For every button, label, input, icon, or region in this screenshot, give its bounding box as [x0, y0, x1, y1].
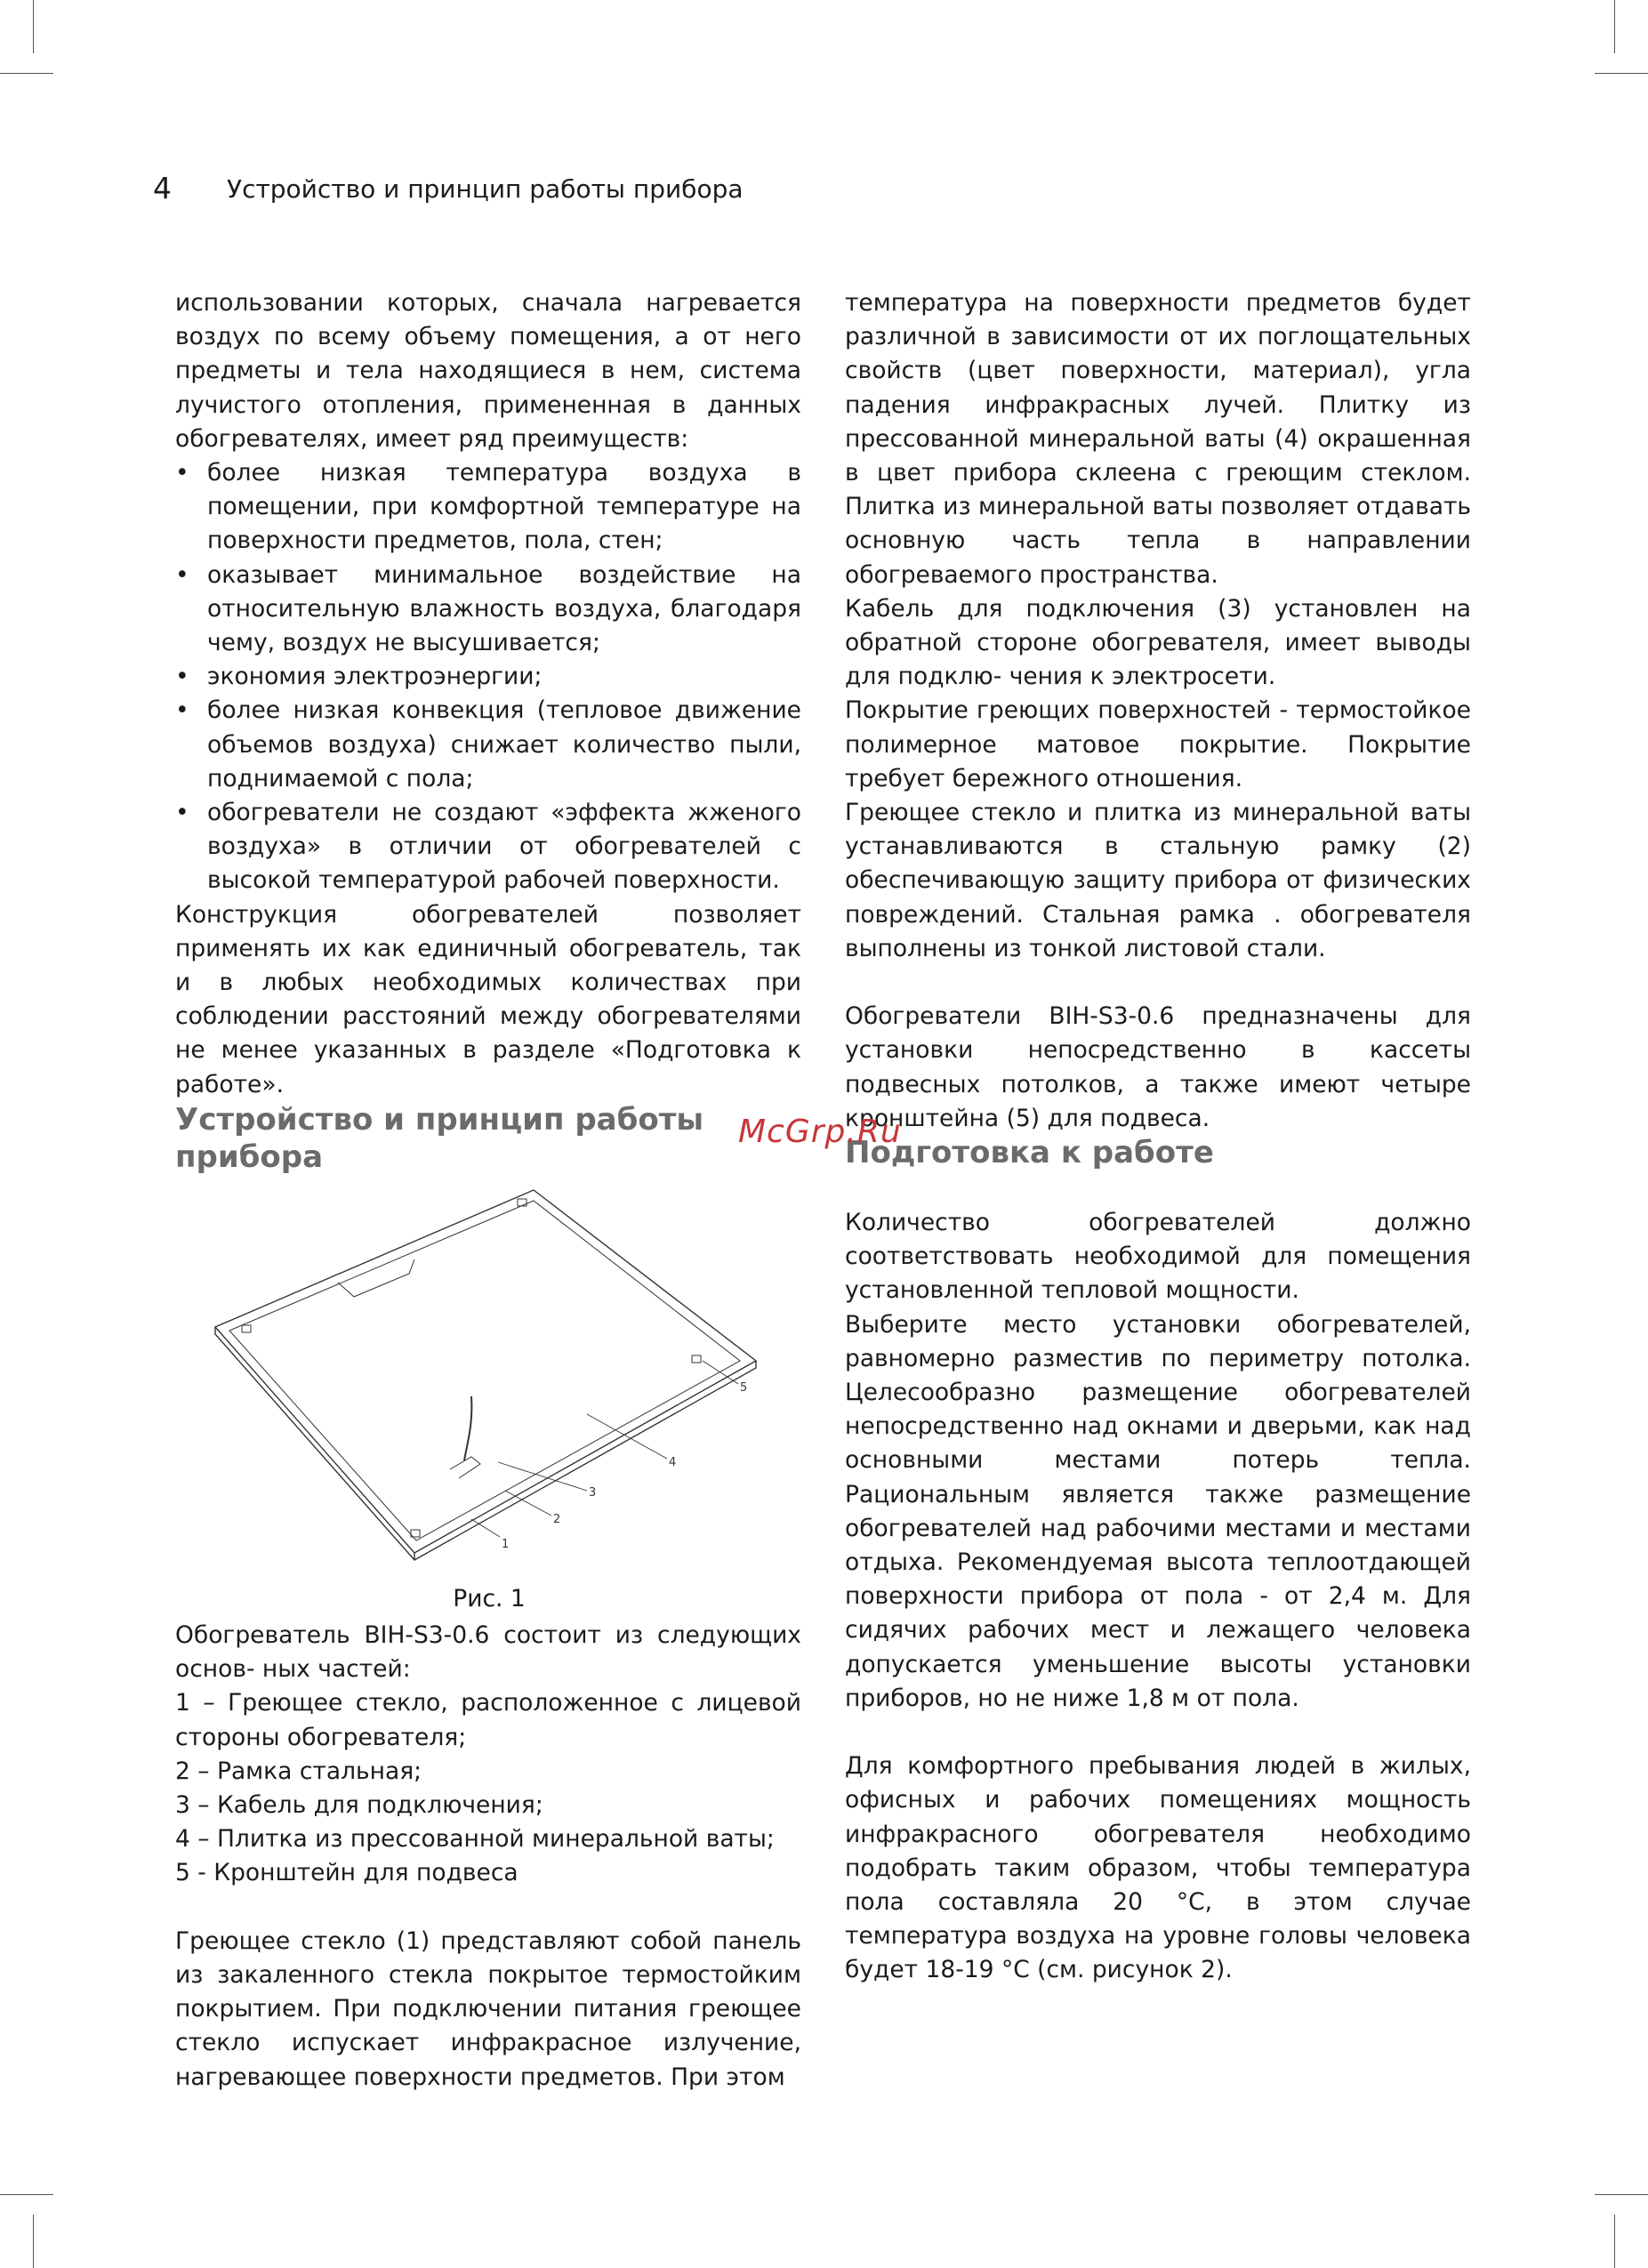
list-item: 2 – Рамка стальная; — [175, 1757, 422, 1785]
crop-mark — [1595, 2194, 1648, 2195]
heater-figure — [205, 1174, 774, 1583]
paragraph: Обогреватели BIH-S3-0.6 предназначены для установки непосредственно в кассеты подвесных потолков, а также имеют четыре кронштейна (5) для подвеса. — [845, 1002, 1471, 1132]
paragraph: температура на поверхности предметов будет различной в зависимости от их поглощательных свойств (цвет поверхности, материал), угла падения инфракрасных лучей. Плитку из прессованной минеральной ваты (4) окрашенная в цвет прибора склеена с греющим стеклом. Плитка из минеральной ваты позволяет отдавать основную часть тепла в направлении обогреваемого пространства. — [845, 289, 1471, 589]
parts-intro: Обогреватель BIH-S3-0.6 состоит из следующих основ- ных частей: — [175, 1621, 801, 1684]
preparation-section — [845, 1206, 1471, 1988]
construction-paragraph: Конструкция обогревателей позволяет применять их как единичный обогреватель, так и в любых необходимых количествах при соблюдении расстояний между обогревателями не менее указанных в разделе «Подготовка к работе». — [175, 900, 801, 1098]
right-column — [845, 286, 1471, 1136]
page-number: 4 — [153, 171, 172, 205]
figure-label-1: 1 — [502, 1538, 510, 1551]
list-item: 4 – Плитка из прессованной минеральной ваты; — [175, 1825, 775, 1854]
panel-outline — [215, 1190, 756, 1553]
list-item: 5 - Кронштейн для подвеса — [175, 1859, 519, 1887]
list-item: • более низкая конвекция (тепловое движение объемов воздуха) снижает количество пыли, поднимаемой с пола; — [175, 694, 801, 796]
parts-section — [175, 1619, 801, 2095]
paragraph: Греющее стекло и плитка из минеральной ваты устанавливаются в стальную рамку (2) обеспечивающую защиту прибора от физических повреждений. Стальная рамка . обогревателя выполнены из тонкой листовой стали. — [845, 799, 1471, 962]
paragraph: Кабель для подключения (3) установлен на обратной стороне обогревателя, имеет выводы для подклю- чения к электросети. — [845, 594, 1471, 691]
panel-inner-border — [229, 1201, 740, 1540]
section-heading-device: Устройство и принцип работы прибора — [175, 1102, 704, 1175]
running-header-title: Устройство и принцип работы прибора — [227, 174, 744, 204]
parts-list — [175, 1686, 801, 1890]
watermark: McGrp.Ru — [738, 1114, 902, 1150]
crop-mark — [33, 0, 34, 53]
crop-mark — [33, 2215, 34, 2268]
paragraph: Покрытие греющих поверхностей - термостойкое полимерное матовое покрытие. Покрытие требует бережного отношения. — [845, 696, 1471, 792]
list-item: • оказывает минимальное воздействие на относительную влажность воздуха, благодаря чему, воздух не высушивается; — [175, 559, 801, 661]
figure-caption: Рис. 1 — [453, 1585, 526, 1613]
crop-mark — [1614, 2215, 1615, 2268]
list-item: • экономия электроэнергии; — [175, 660, 801, 694]
paragraph: Выберите место установки обогревателей, равномерно разместив по периметру потолка. Целесообразно размещение обогревателей непосредственно над окнами и дверьми, как над основными местами потерь тепла. Рациональным является также размещение обогревателей над рабочими местами и местами отдыха. Рекомендуемая высота теплоотдающей поверхности прибора от пола - от 2,4 м. Для сидячих рабочих мест и лежащего человека допускается уменьшение высоты установки приборов, но не ниже 1,8 м от пола. — [845, 1310, 1471, 1712]
paragraph: Количество обогревателей должно соответствовать необходимой для помещения установленной тепловой мощности. — [845, 1209, 1471, 1305]
intro-paragraph: использовании которых, сначала нагревается воздух по всему объему помещения, а от него предметы и тела находящиеся в нем, система лучистого отопления, примененная в данных обогревателях, имеет ряд преимуществ: — [175, 289, 801, 453]
figure-label-2: 2 — [553, 1513, 561, 1526]
figure-label-4: 4 — [669, 1456, 677, 1469]
figure-label-5: 5 — [740, 1381, 748, 1395]
list-item: • обогреватели не создают «эффекта жженого воздуха» в отличии от обогревателей с высокой температурой рабочей поверхности. — [175, 796, 801, 898]
paragraph: Для комфортного пребывания людей в жилых, офисных и рабочих помещениях мощность инфракрасного обогревателя необходимо подобрать таким образом, чтобы температура пола составляла 20 °С, в этом случае температура воздуха на уровне головы человека будет 18-19 °С (см. рисунок 2). — [845, 1752, 1471, 1984]
list-item: 3 – Кабель для подключения; — [175, 1791, 543, 1820]
section-heading-preparation: Подготовка к работе — [845, 1135, 1214, 1170]
list-item: 1 – Греющее стекло, расположенное с лицевой стороны обогревателя; — [175, 1689, 801, 1751]
glass-paragraph: Греющее стекло (1) представляют собой панель из закаленного стекла покрытое термостойким покрытием. При подключении питания греющее стекло испускает инфракрасное излучение, нагревающее поверхности предметов. При этом — [175, 1926, 801, 2091]
crop-mark — [0, 73, 53, 74]
list-item: • более низкая температура воздуха в помещении, при комфортной температуре на поверхности предметов, пола, стен; — [175, 456, 801, 559]
left-column — [175, 286, 801, 1102]
crop-mark — [1614, 0, 1615, 53]
figure-label-3: 3 — [589, 1486, 597, 1500]
advantages-list — [175, 456, 801, 898]
crop-mark — [1595, 73, 1648, 74]
cable — [464, 1396, 471, 1460]
crop-mark — [0, 2194, 53, 2195]
